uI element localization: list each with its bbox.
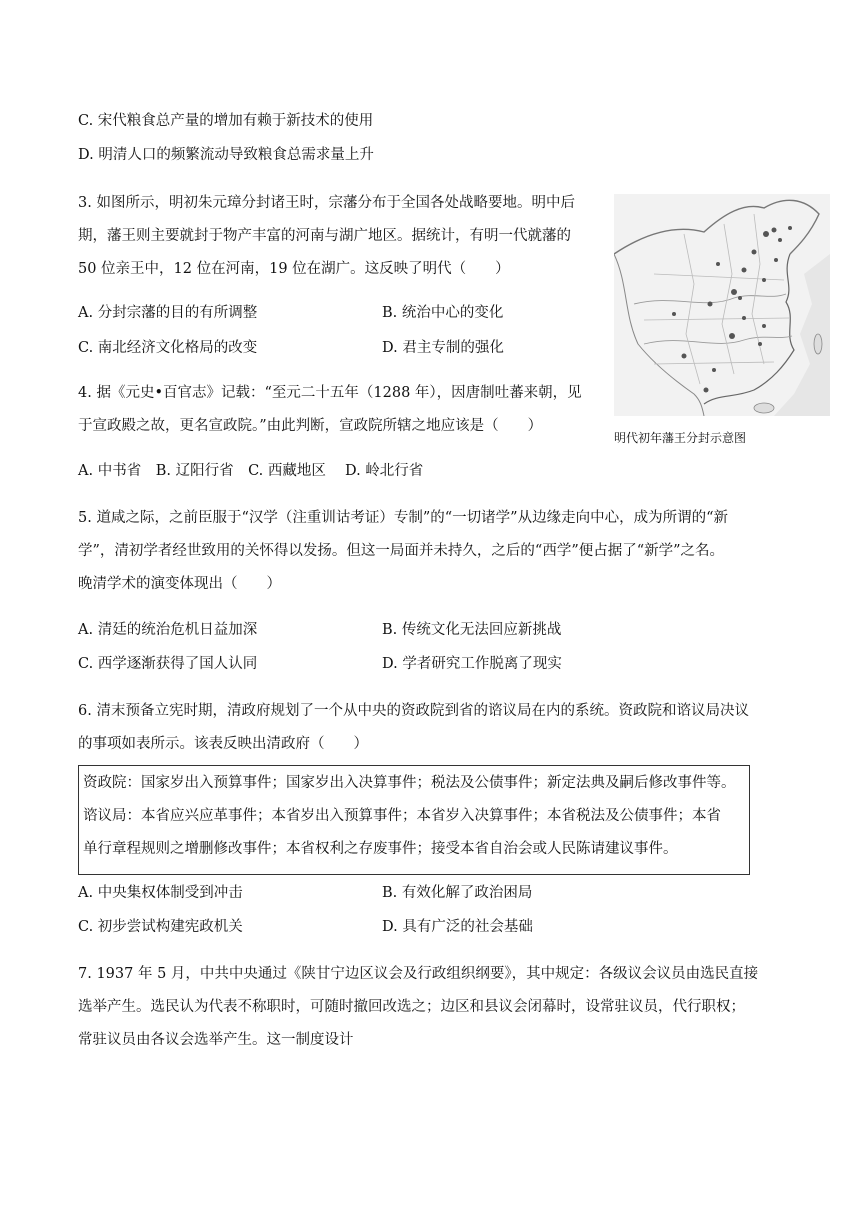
q5-option-a: A. 清廷的统治危机日益加深 xyxy=(78,622,258,638)
q5-stem-line1: 5. 道咸之际，之前臣服于“汉学（注重训诂考证）专制”的“一切诸学”从边缘走向中心，成为所谓的“新 xyxy=(78,510,729,526)
q7-stem-line3: 常驻议员由各议会选举产生。这一制度设计 xyxy=(78,1032,354,1048)
q6-table-line2: 谘议局：本省应兴应革事件；本省岁出入预算事件；本省岁入决算事件；本省税法及公债事件；本省 xyxy=(83,808,721,824)
q2-option-d: D. 明清人口的频繁流动导致粮食总需求量上升 xyxy=(78,147,374,163)
q6-option-d: D. 具有广泛的社会基础 xyxy=(382,919,533,935)
q3-option-d: D. 君主专制的强化 xyxy=(382,340,504,356)
q4-stem-line1: 4. 据《元史•百官志》记载：“至元二十五年（1288 年），因唐制吐蕃来朝，见 xyxy=(78,385,582,401)
q5-stem-line3: 晚清学术的演变体现出（ ） xyxy=(78,576,281,592)
q5-option-b: B. 传统文化无法回应新挑战 xyxy=(382,622,562,638)
q3-stem-line1: 3. 如图所示，明初朱元璋分封诸王时，宗藩分布于全国各处战略要地。明中后 xyxy=(78,195,575,211)
q6-table-line3: 单行章程规则之增删修改事件；本省权利之存废事件；接受本省自治会或人民陈请建议事件。 xyxy=(83,841,678,857)
q3-option-b: B. 统治中心的变化 xyxy=(382,305,504,321)
q6-table-box xyxy=(78,765,750,875)
q3-stem-line3: 50 位亲王中，12 位在河南，19 位在湖广。这反映了明代（ ） xyxy=(78,261,510,277)
q5-option-d: D. 学者研究工作脱离了现实 xyxy=(382,656,562,672)
q4-stem-line2: 于宣政殿之故，更名宣政院。”由此判断，宣政院所辖之地应该是（ ） xyxy=(78,418,543,434)
q6-option-a: A. 中央集权体制受到冲击 xyxy=(78,885,243,901)
q6-option-c: C. 初步尝试构建宪政机关 xyxy=(78,919,243,935)
q5-option-c: C. 西学逐渐获得了国人认同 xyxy=(78,656,258,672)
ming-fief-map-figure xyxy=(614,194,830,416)
q4-options: A. 中书省 B. 辽阳行省 C. 西藏地区 D. 岭北行省 xyxy=(78,463,424,479)
q3-option-c: C. 南北经济文化格局的改变 xyxy=(78,340,258,356)
q7-stem-line2: 选举产生。选民认为代表不称职时，可随时撤回改选之；边区和县议会闭幕时，设常驻议员，代行职权； xyxy=(78,999,745,1015)
q3-stem-line2: 期，藩王则主要就封于物产丰富的河南与湖广地区。据统计，有明一代就藩的 xyxy=(78,228,571,244)
q3-option-a: A. 分封宗藩的目的有所调整 xyxy=(78,305,258,321)
q6-table-line1: 资政院：国家岁出入预算事件；国家岁出入决算事件；税法及公债事件；新定法典及嗣后修改事件等。 xyxy=(83,775,736,791)
map-caption: 明代初年藩王分封示意图 xyxy=(614,431,747,445)
q6-stem-line1: 6. 清末预备立宪时期，清政府规划了一个从中央的资政院到省的谘议局在内的系统。资政院和谘议局决议 xyxy=(78,703,749,719)
q5-stem-line2: 学”，清初学者经世致用的关怀得以发扬。但这一局面并未持久，之后的“西学”便占据了“新学”之名。 xyxy=(78,543,725,559)
q6-stem-line2: 的事项如表所示。该表反映出清政府（ ） xyxy=(78,736,368,752)
q7-stem-line1: 7. 1937 年 5 月，中共中央通过《陕甘宁边区议会及行政组织纲要》，其中规定：各级议会议员由选民直接 xyxy=(78,966,759,982)
china-map-graphic xyxy=(614,194,830,416)
q2-option-c: C. 宋代粮食总产量的增加有赖于新技术的使用 xyxy=(78,113,374,129)
q6-option-b: B. 有效化解了政治困局 xyxy=(382,885,533,901)
